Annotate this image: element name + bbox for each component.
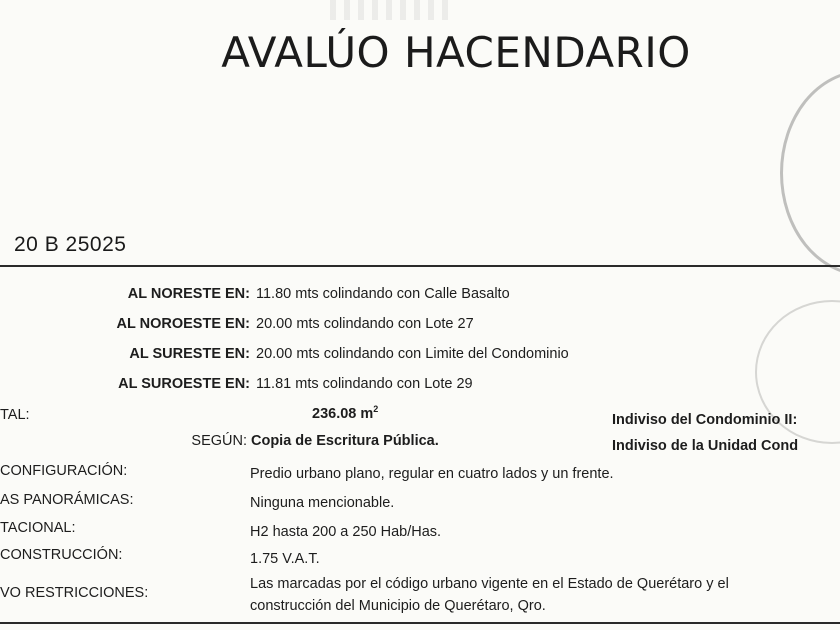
- indiviso-unidad: Indiviso de la Unidad Cond: [612, 438, 799, 454]
- segun-label: SEGÚN:: [191, 433, 247, 449]
- field-value-restricciones-line2: construcción del Municipio de Querétaro, Qro.: [250, 598, 546, 614]
- boundary-label-noreste: AL NORESTE EN:: [127, 286, 250, 302]
- area-unit-sup: 2: [373, 404, 379, 414]
- document-code: 20 B 25025: [14, 233, 127, 256]
- area-value: [312, 404, 378, 422]
- area-label: TAL:: [0, 407, 30, 423]
- field-label-panoramicas: AS PANORÁMICAS:: [0, 492, 134, 508]
- field-value-construccion: 1.75 V.A.T.: [250, 551, 320, 567]
- field-label-habitacional: TACIONAL:: [0, 520, 76, 536]
- document-title: AVALÚO HACENDARIO: [221, 28, 691, 77]
- boundary-value-noreste: 11.80 mts colindando con Calle Basalto: [256, 286, 510, 302]
- field-label-configuracion: CONFIGURACIÓN:: [0, 463, 128, 479]
- official-seal-stamp: [780, 70, 840, 276]
- boundary-label-sureste: AL SURESTE EN:: [129, 346, 250, 362]
- field-value-habitacional: H2 hasta 200 a 250 Hab/Has.: [250, 524, 442, 540]
- field-value-panoramicas: Ninguna mencionable.: [250, 495, 395, 511]
- area-unit: m: [360, 405, 374, 422]
- boundary-value-suroeste: 11.81 mts colindando con Lote 29: [256, 376, 473, 392]
- area-number: 236.08: [312, 405, 357, 422]
- boundary-label-noroeste: AL NOROESTE EN:: [116, 316, 250, 332]
- bottom-divider: [0, 622, 840, 624]
- indiviso-condominio: Indiviso del Condominio II:: [612, 412, 798, 428]
- segun-value: Copia de Escritura Pública.: [251, 433, 439, 449]
- boundary-label-suroeste: AL SUROESTE EN:: [118, 376, 250, 392]
- field-value-restricciones-line1: Las marcadas por el código urbano vigente en el Estado de Querétaro y el: [250, 576, 729, 592]
- boundary-value-sureste: 20.00 mts colindando con Limite del Condominio: [256, 346, 569, 362]
- field-label-restricciones: VO RESTRICCIONES:: [0, 585, 149, 601]
- field-label-construccion: CONSTRUCCIÓN:: [0, 547, 123, 563]
- boundary-value-noroeste: 20.00 mts colindando con Lote 27: [256, 316, 474, 332]
- top-divider: [0, 265, 840, 267]
- field-value-configuracion: Predio urbano plano, regular en cuatro lados y un frente.: [250, 466, 614, 482]
- faint-header-mark: [330, 0, 450, 20]
